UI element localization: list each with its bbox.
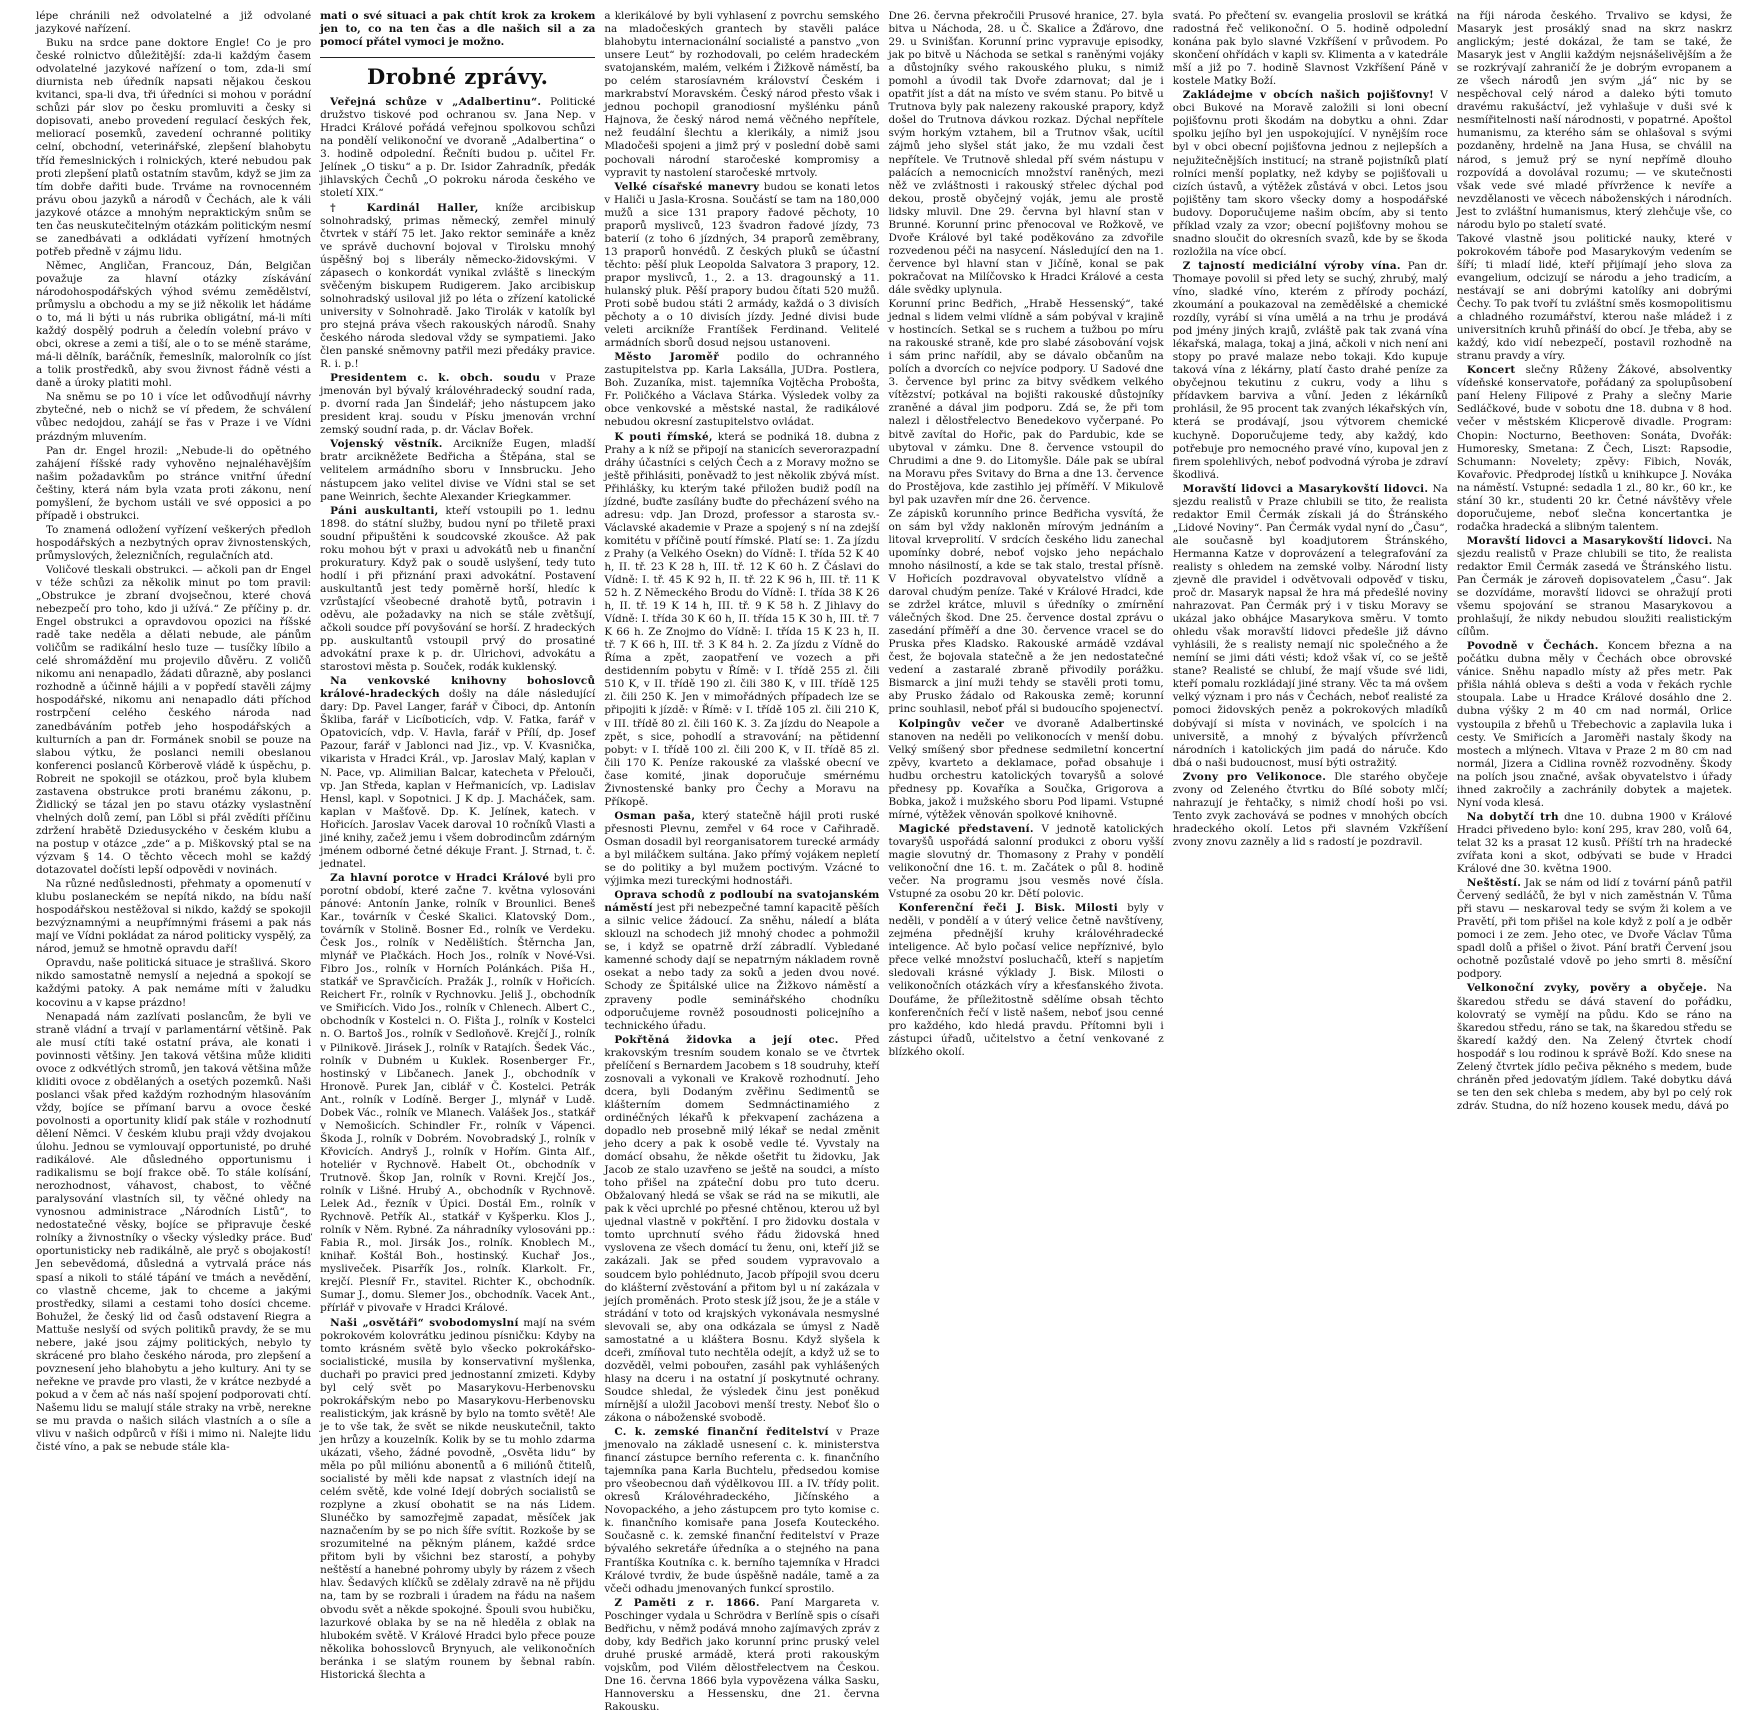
news-item-heading: Vojenský věstník. xyxy=(330,438,443,451)
news-item xyxy=(889,10,1164,297)
news-item-body: Takové vlastně jsou politické nauky, které v pokrokovém táboře pod Masarykovým vedením se šíří; ti mladí lidé, kteří přijímají jeho slova za evangelium, odcizují se národu a jeho tradicím, a nestávají se ani dobrými katolíky ani dobrými Čechy. To pak tvoří tu zvláštní směs kosmopolitismu a chladného rozumářství, kterou naše mládež i z universitních kruhů přináší do obcí. Je třeba, aby se každý, kdo vidí nebezpečí, postavil rozhodně na stranu pravdy a víry. xyxy=(1456,232,1733,363)
news-item-heading: Velkonoční zvyky, pověry a obyčeje. xyxy=(1466,982,1708,995)
column-5 xyxy=(1173,10,1448,1489)
news-item xyxy=(889,718,1164,822)
news-item xyxy=(1457,10,1732,232)
news-item xyxy=(1457,233,1732,363)
news-item xyxy=(1173,483,1448,770)
news-item-heading: Z tajností mediciální výroby vína. xyxy=(1182,259,1401,272)
news-item-body: Pan dr. Thomaye povolil si před lety se suchý, zhrubý, malý víno, sladké víno, kterém z přírody pochází, zkoumání a poukazoval na zemědělské a chemické rozdíly, vyrábí si vína umělá a na trhu je prodává pod jmény jiných krajů, zvláště pak tak zvaná vína lékařská, malaga, tokaj a jiná, ačkoli v nich není ani stopy po pravé malaze nebo tokaji. Kdo kupuje taková vína z lékárny, platí často drahé peníze za obyčejnou tekutinu z cukru, vody a lihu s přídavkem barviva a vůní. Jeden z lékárníků prohlásil, že 95 procent tak zvaných lékařských vín, která se prodávají, jsou výtvorem chemické kuchyně. Doporučujeme tedy, aby každý, kdo potřebuje pro nemocného pravé víno, kupoval jen z firem spolehlivých, neboť podvodná výroba je zdraví škodlivá. xyxy=(1172,259,1448,481)
news-item-body: který statečně hájil proti ruské přesnosti Plevnu, zemřel v 64 roce v Cařihradě. Osman dosadil byl reorganisatorem turecké armády a byl miláčkem sultána. Jako přímý vojákem nepletí se do politiky a byl mužem poctivým. Vzácné to výjimka mezi tureckými hodnostáři. xyxy=(604,809,880,888)
news-item-body: Na sjezdu realistů v Praze chlubili se tito, že realista redaktor Emil Čermák zasedá ve Štránského listu. Pan Čermák je zároveň dopisovatelem „Času“. Jak se dozvídáme, moravští lidovci se ohražují proti všemu spojování se stranou Masarykovou a prohlašují, že nikdy nebudou sloužiti realistickým cílům. xyxy=(1456,534,1733,639)
news-item xyxy=(889,902,1164,1059)
paragraph: Němec, Angličan, Francouz, Dán, Belgičan považuje za hlavní otázky získávání národohospodářských výhod svému zemědělství, průmyslu a obchodu a my se již několik let hádáme o to, má li býti u nás rubrika obligátní, má-li míti každý dospělý podruh a čeledín volební právo v obci, okrese a zemi a tiší, ale o to se méně staráme, má-li dělník, baráčník, řemeslník, malorolník co jíst a tolik prostředků, aby svou živnost řádně vésti a daně a úroky platiti mohl. xyxy=(36,259,312,390)
paragraph: To znamená odložení vyřízení veškerých předloh hospodářských a nezbytných oprav živnostenských, průmyslových, železničních, regulačních atd. xyxy=(36,523,312,562)
paragraph: Buku na srdce pane doktore Engle! Co je pro české rolnictvo důležitější: zda-li každým časem odvolatelné jazykové nařízení o tom, zda-li smí diurnista neb úředník napsati nějakou českou kvitanci, spa-li dva, tři úředníci si mohou v porádní schůzi pár slov po česku promluviti a česky si dopisovati, anebo provedení regulací českých řek, meliorací posemků, zavedení ochranné politiky celní, obchodní, veterinářské, zlepšení blahobytu tříd řemeslnických i rolnických, které nebudou pak proti zlepšení platů ostatním stavům, když se jim za tím dobře dařiti bude. Trváme na rovnocenném právu obou jazyků a národů v Čechách, ale k váli jazykové otázce a mnohým nepraktickým snům se ten čas neuskutečitelným otázkám politickým nesmí se zanedbávati a odkládati vyřízení hmotných potřeb předně v zájmu lidu. xyxy=(36,37,312,258)
news-item-body: byli pro porotní období, které začne 7. května vylosováni pánové: Antonín Janke, rolník v Brounlici. Beneš Kar., továrník v České Skalici. Klatovský Dom., továrník v Stolině. Bosner Ed., rolník ve Verdeku. Česk Jos., rolník v Nedělištích. Štěrncha Jan, mlynář ve Plačkách. Hoch Jos., rolník v Nové-Vsi. Fibro Jos., rolník v Horních Polánkách. Piša H., statkář ve Spravčicích. Pražák J., rolník v Hořicích. Reichert Fr., rolník v Rychnovku. Jeliš J., obchodník ve Smiřicích. Vido Jos., rolník v Chlenech. Albert C., obchodník v Kostelci n. O. Fišta J., rolník v Kostelci n. O. Bartoš Jos., rolník v Sedloňově. Krejčí J., rolník v Pilnikově. Jirásek J., rolník v Ratajích. Šedek Vác., rolník v Dubném u Kuklek. Rosenberger Fr., hostinský v Libčanech. Janek J., obchodník v Hronově. Purek Jan, ciblář v Č. Kostelci. Petrák Ant., rolník v Lodíně. Berger J., mlynář v Ludě. Dobek Vác., rolník ve Mlanech. Valášek Jos., statkář v Nemošicích. Schindler Fr., rolník v Vápenci. Škoda J., rolník v Dobrém. Novobradský J., rolník v Křovicích. Andryš J., rolník v Hořím. Ginta Alf., hoteliér v Rychnově. Habelt Ot., obchodník v Trutnově. Škop Jan, rolník v Rovni. Krejčí Jos., rolník v Lišné. Hrubý A., obchodník v Rychnově. Lelek Ad., řezník v Úpici. Dostál Em., rolník v Rychnově. Petřík Al., statkář v Kyšperku. Klos J., rolník v Něm. Rybné. Za náhradníky vylosováni pp.: Fabia R., mol. Jirsák Jos., rolník. Knoblech M., knihař. Koštál Boh., hostinský. Kuchař Jos., mysliveček. Pisarřík Jos., rolník. Klarkolt. Fr., krejčí. Plesníř Fr., stavitel. Richter K., obchodník. Sumar J., domu. Slemer Jos., obchodník. Vacek Ant., přírlář v pivovaře v Hradci Králové. xyxy=(320,871,596,1315)
news-item-body: došly na dále následující dary: Dp. Pavel Langer, farář v Čiboci, dp. Antonín Škliba, farář v Licíboticích, vdp. V. Fatka, farář v Opatovicích, vdp. V. Havla, farář v Přílí, dp. Josef Pazour, farář v Jablonci nad Jiz., vp. V. Kvasnička, vikarista v Hradci Král., vp. Jaroslav Malý, kaplan v N. Pace, vp. Alimilian Balcar, katecheta v Přelouči, vp. Jan Středa, kaplan v Heřmanicích, vp. Ladislav Hensl, kapl. v Sopotnici. J K dp. J. Macháček, sam. kaplan v Mašťově. Dp. K. Jelínek, katech. v Hořicích. Jaroslav Vacek daroval 10 ročníků Vlasti a jiné knihy, začež jemu i všem dobrodincům zdárným jménem odborné četné dékuje Frant. J. Strnad, t. č. jednatel. xyxy=(320,688,596,870)
news-item-body: budou se konati letos v Haliči u Jasla-Krosna. Součástí se tam na 180,000 mužů a sice 131 prapory řadové pěchoty, 10 praporů myslivců, 123 švadron řadové jízdy, 73 baterií (z toho 6 jízdných, 34 praporů zeměbrany, 13 praporů honvédů. Z českých pluků se účastní těchto: pěší pluk Leopolda Salvatora 3 prapory, 12. prapor myslivců, 1., 2. a 13. dragounský a 11. hulanský pluk. Pěší prapory budou čítati 520 mužů. Proti sobě budou státi 2 armády, každá o 3 divisích pěchoty a o 10 divisích jízdy. Jedné divisi bude veleti arcikníže Frantíšek Ferdinand. Velitelé armádních sborů dosud nejsou ustanoveni. xyxy=(604,180,880,350)
news-item-body: v Praze jmenovalo na základě usnesení c. k. ministerstva financí zástupce berního referenta c. k. finančního tajemníka pana Karla Buchtelu, předsedou komise pro všeobecnou daň výdělkovou III. a IV. třídy polit. okresů Královéhradeckého, Jičínského a Novopackého, a jeho zástupcem pro tyto komise c. k. finančního komisaře pana Josefa Kouteckého. Současně c. k. zemské finanční ředitelství v Praze bývalého sekretáře úředníka a o stejného na pana Frantíška Koutníka c. k. berního tajemníka v Hradci Králové tvrdiv, že bude úspěšně nadále, tamě a za včeči odhadu jmenovaných funkcí sprostilo. xyxy=(604,1426,880,1595)
news-item-body: Ze zápisků korunního prince Bedřicha vysvítá, že on sám byl vždy nakloněn mírovým jednáním a litoval krveprolití. V srdcích českého lidu zanechal upomínky dobré, neboť vojsko jeho nepáchalo mnoho násilností, a kde se tak stalo, trestal přísně. V Hořicích pozdravoval obyvatelstvo vlídně a daroval chudým peníze. Také v Králové Hradci, kde se zdržel krátce, mluvil s úředníky o zmírnění válečných škod. Dne 25. července dostal zprávu o zasedání příměří a dne 30. července vracel se do Pruska přes Kladsko. Rakouské armádě vzdával čest, že bojovala statečně a že jen nedostatečné vedení a zastaralé zbraně přivodily porážku. Bismarck a jiní muži tehdy se stavěli proti tomu, aby Prusko žádalo od Rakouska země; korunní princ souhlasil, neboť přál si budoucího spojenectví. xyxy=(888,507,1164,716)
news-item-heading: Presidentem c. k. obch. soudu xyxy=(330,372,541,385)
news-item-body: Korunní princ Bedřich, „Hrabě Hessenský“, také jednal s lidem velmi vlídně a sám pobýval v krajině v hostincích. Setkal se s ruchem a tužbou po míru na rakouské straně, kde pro slabé zásobování vojsk i sám princ nařídil, aby se dávalo občanům na polích a dvorcích co nejvíce podpory. U Sadové dne 3. července byl princ za bitvy svědkem velkého vítězství; potkával na bojišti rakouské důstojníky zraněné a dával jim podporu. Zdá se, že při tom nalezl i dělostřelectvo Benedekovo vyčerpané. Po bitvě zavítal do Hořic, pak do Pardubic, kde se ubytoval v zámku. Dne 8. července vstoupil do Chrudimi a dne 9. do Litomyšle. Dále pak se ubíral na Moravu přes Svitavy do Brna a dne 13. července do Prostějova, kde zastihlo jej příměří. V Mikulově byl pak uzavřen mír dne 26. července. xyxy=(888,298,1164,506)
news-item-heading: Páni auskultanti, xyxy=(330,504,439,517)
news-item xyxy=(889,508,1164,717)
news-item-body: podilo do ochranného zastupitelstva pp. Karla Laksálla, JUDra. Postlera, Boh. Zuzaníka, mist. tajemníka Vojtěcha Probošta, Fr. Poličkého a Václava Stárka. Výsledek volby za obce venkovské a městské nastal, že radikálové nebudou okresní zastupitelstvo ovládat. xyxy=(604,351,880,429)
news-item xyxy=(320,675,595,871)
news-item-heading: K pouti římské, xyxy=(614,430,713,443)
news-item xyxy=(604,1597,879,1714)
news-item-heading: Magické představení. xyxy=(898,822,1034,835)
column-3 xyxy=(604,10,880,1714)
news-item xyxy=(1173,10,1448,88)
news-item-heading: Neštěstí. xyxy=(1466,877,1522,890)
news-item xyxy=(320,505,595,675)
news-item-body: V jednotě katolických tovaryšů uspořádá salonní produkci z oboru vyšší magie slovutný dr. Thomasony z Prahy v pondělí velikonoční dne 16. t. m. Začátek o půl 8. hodině večer. Na programu jsou vesměs nové čísla. Vstupné za osobu 20 kr. Dětí polovic. xyxy=(888,822,1164,901)
column-1 xyxy=(36,10,311,1489)
news-item-body: Na škaredou středu se dává stavení do pořádku, kolovratý se vymějí na půdu. Kdo se ráno na škaredou středu, ráno se tak, na škaredou středu se škaredí každý den. Na Zelený čtvrtek chodí hospodář s lou rodinou k správě Boží. Kdo snese na Zelený čtvrtek jídlo pečiva pěkného s medem, bude chráněn před jedovatým jídlem. Také dobytku dává se ten den sek chleba s medem, aby byl po celý rok zdráv. Studna, do níž hozeno kousek medu, dává po xyxy=(1456,982,1733,1112)
news-item xyxy=(604,181,879,351)
news-item xyxy=(1457,535,1732,639)
news-item-heading: Na venkovské knihovny bohoslovců králové-hradeckých xyxy=(320,675,596,701)
news-item-body: kteří vstoupili po 1. lednu 1898. do státní služby, budou nyní po třiletě praxi soudní připuštěni k soudcovské zkoušce. Až pak roku mohou být v praxi u advokátů neb u finanční prokuratury. Když pak o soudě uslyšení, tedy tuto hodlí i při přiznání praxi advokátní. Postavení auskultantů jest tedy poměrně horší, hledíc k vzrůstající všeobecné drahotě bytů, potravin i oděvu, ale požadavky na nich se stále zvětšují, ačkoli soudce pří povyšování se horší. Z hradeckých pp. auskultantů vstoupil prvý do prosatiné advokátní praxe k p. dr. Ulrichovi, advokátu a starostovi města p. Souček, rodák kuklenský. xyxy=(320,504,596,674)
news-item-body: Jak se nám od lidí z tovární pánů patřil Červený sedláčů, že byl v nich zaměstnán V. Tůma při stavu — neskaroval tedy se svým ži kolem a ve Pravětí, při tom přišel na kole když z polí a je odběr pomoci i ze zem. Jeho otec, ve Dvoře Václav Tůma spadl dolů a přišel o život. Pání bratři Červení jsou ochotně pozůstalé vdově po jeho smrti 8. měsíční podpory. xyxy=(1456,877,1733,981)
news-item-heading: Pokřtěná židovka a její otec. xyxy=(614,1033,839,1046)
column-6 xyxy=(1457,10,1732,1489)
section-title: Drobné zprávy. xyxy=(320,57,595,90)
column-2 xyxy=(320,10,596,1681)
news-item-heading: Z Paměti z r. 1866. xyxy=(614,1596,760,1609)
news-item xyxy=(604,1426,879,1596)
news-item-heading: Velké císařské manevry xyxy=(614,180,760,193)
column-4 xyxy=(889,10,1164,1489)
news-item-body: Dne 26. června překročili Prusové hranice, 27. byla bitva u Náchoda, 28. u Č. Skalice a Žďárovo, dne 29. u Svinišťan. Korunní princ vypravuje episodky, jak po bitvě u Náchoda se setkal s raněnými vojáky a důstojníky svého rakouského pluku, s nimiž pomohl a úvodil tak Dvoře zdarnovat; dal je i opatřit jíst a dát na místo ve svém stanu. Po bitvě u Trutnova byly pak nalezeny rakouské prapory, když došel do Trutnova dávkou rozkaz. Dýchal nepřítele svým horkým vztahem, bil a Trutnov však, ucítil zájmů jeho slyšel stát jako, že mu vzdali čest nepřítele. Ve Trutnově shledal pří svém nástupu v palácích a nemocnicích množství raněných, mezi něž ve zvláštnosti i rakouský střelec dýchal pod dekou, prostě obyčejný voják, jemu ale prostě lidsky mluvil. Dne 29. června byl hlavní stan v Brunné. Korunní princ přenocoval ve Rožkově, ve Dvoře Králové byl také poděkováno za zdvořile rozvedenou péči na nasycení. Následující den na 1. července byl hlavní stan v Jičíně, konal se pak pokračovat na Milíčovsko k Hradci Králové a cesta dále svědky uplynula. xyxy=(888,10,1164,296)
news-item xyxy=(1457,640,1732,810)
news-item-body: jest při nebezpečné tamní kapacitě pěších a silnic velice žádoucí. Za sněhu, náledí a bláta sklouzl na schodech již mnohý chodec a pohmožil se, i když se opatrně drží zábradlí. Vybledané kamenné schody dají se nepatrným nákladem rovně osekat a nebo tady za soků a jeden dvou nové. Schody ze Špitálské ulice na Žižkovo náměstí a zpraveny podle seminářského chodníku odporučujeme rovněž posoudnosti policejního a technického úřadu. xyxy=(604,902,880,1032)
paragraph: Voličové tleskali obstrukci. — ačkoli pan dr Engel v téže schůzi za několik minut po tom pravil: „Obstrukce je zbraní dvojsečnou, které chová nebezpečí pro toho, kdo ji užívá.“ Ze příčiny p. dr. Engel obstrukci a opravdovou opozici na říšské radě take neděla a dělati nebude, ale pánům voličům se radikální heslo tuze — tusíčky líbilo a celé shromáždění mu projevilo důvěru. Z voličů nikomu ani nenapadlo, žádati důrazně, aby poslanci rozhodně a účinně hájili a v popředí stavěli zájmy hospodářské, nikomu ani nenapadlo dáti příchod rostrpčení celého českého národa nad zanedbáváním potřeb jeho hospodářských a kulturních a pan dr. Formánek snobil se pouze na slabou výtku, že poslanci nemili obeslanou konferenci poslanců Körberově vládě k úspěchu, p. Robreit ne spokojil se otázkou, proč byla klubem zastavena obstrukce proti branému zákonu, p. Židlický se tázal jen po stavu otázky vyslastnění vhelných dolů zemí, pan Löbl si přál zvědíti příčinu zdržení hrabětě Dziedusyckého v českém klubu a na postup v otázce „zde“ a p. Miškovský ptal se na výzvam § 14. O těchto věcech mohl se každý dotazovatel dočísti lepší odpovědi v novinách. xyxy=(36,563,312,877)
news-item-heading: Město Jaroměř xyxy=(614,351,719,364)
news-item xyxy=(889,823,1164,901)
news-item-body: a klerikálové by byli vyhlasení z povrchu semského na mladočeských grantech by stavěli paláce blahobytu internacionální socialisté a panstvo „von unsere Leut“ by rozhodovali, po celém hradeckém svatojanském, malém, velkém i Žižkově náměstí, ba po celém starosíavném království Českém i markrabství Moravském. Český národ přesto však i jednou pochopil granodiosní myšlénku pánů Hajnova, že český národ nemá věčného nepřítele, než feudální šlechtu a klerikály, a nimiž jsou Mladočeši spojeni a jimž prý v poslední době sami pochovali národní staročeské kompromisy a vypravit ty nastolení staročeské mrtvoly. xyxy=(604,10,880,179)
news-item-body: slečny Růženy Žákové, absolventky vídeňské konservatoře, pořádaný za spolupůsobení paní Heleny Filipové z Prahy a slečny Marie Sedláčkové, bude v sobotu dne 18. dubna v 8 hod. večer v městském Klicperově divadle. Program: Chopin: Nocturno, Beethoven: Sonáta, Dvořák: Humoresky, Smetana: Z Čech, Liszt: Rapsodie, Schumann: Novelety; zpěvy: Fibich, Novák, Kovařovic. Předprodej lístků u knihkupce J. Nováka na náměstí. Vstupné: sedadla 1 zl., 80 kr., 60 kr., ke stání 30 kr., studenti 20 kr. Četné návštěvy vřele doporučujeme, neboť slečna koncertantka je rodačka hradecká a slibným talentem. xyxy=(1456,364,1733,533)
news-item xyxy=(1173,89,1448,259)
news-item-body: Koncem března a na počátku dubna měly v Čechách obce obrovské vánice. Sněhu napadlo místy až přes metr. Pak přišla náhlá obleva s dešti a voda v řekách rychle stoupala. Labe u Hradce Králové dosáhlo dne 2. dubna výšky 2 m 40 cm nad normál, Orlice vystoupila z břehů u Třebechovic a zaplavila luka i cesty. Ve Smiřicích a Jaroměři nastaly škody na mostech a mlýnech. Vltava v Praze 2 m 80 cm nad normál, Jizera a Cidlina rovněž rozvodněny. Škody na polích jsou značné, avšak obyvatelstvo i úřady ihned zakročily a zachránily dobytek a majetek. Nyní voda klesá. xyxy=(1456,640,1733,809)
news-item xyxy=(604,431,879,809)
news-item xyxy=(604,10,879,180)
news-item xyxy=(604,1034,879,1425)
news-item-heading: Oprava schodů z podloubí na svatojanském náměstí xyxy=(604,889,880,915)
news-item-heading: Kolpingův večer xyxy=(898,717,1005,730)
news-item-body: V obci Bukové na Moravě založili si loni obecní pojišťovnu proti škodám na dobytku a ohni. Zdar spolku jejího byl jen uspokojující. V nynějším roce byl v obci obecní pojišťovna jednou z nejlepších a nejužitečnějších institucí; na straně pojistníků platí rolníci menší poplatky, než kdyby se pojišťovali u cizích ústavů, a výtěžek zůstává v obci. Letos jsou pojištěny tam skoro všecky domy a hospodářské budovy. Doporučujeme našim obcím, aby si tento příklad vzaly za vzor; obecní pojišťovny mohou se snadno sloučit do okresních svazů, kde by se škoda rozložila na více obcí. xyxy=(1172,89,1448,258)
news-item-body: Politické družstvo tiskové pod ochranou sv. Jana Nep. v Hradci Králové pořádá veřejnou spolkovou schůzi na pondělí velikonoční ve dvoraně „Adalbertina“ o 3. hodině odpolední. Řečníti budou p. učitel Fr. Jelínek „O tisku“ a p. Dr. Isidor Zahradník, předák jihlavských Čechů „O pokroku národa českého ve století XIX.“ xyxy=(320,96,596,200)
news-item xyxy=(604,889,879,1033)
paragraph: Pan dr. Engel hrozil: „Nebude-li do opětného zahájení říšské rady vyhověno nejnaléhavějším našim požadavkům po stránce vnitřní úřední češtiny, která nám byla vzata proti zákonu, není pomyšlení, že bychom ustáli ve své opposici a po případě i obstrukci. xyxy=(36,444,312,522)
news-item-body: na říji národa českého. Trvalivo se kdysi, že Masaryk jest prosáklý snad na skrz naskrz anglickým; jesté dokázal, že tam se také, že Masaryk jest v Anglii každým nejsnášelivějším a že se rozkrývají zahraničí že je dobrým evropanem a ze všech národů jen svým „já“ nic by se nespěchoval celý národ a daleko býti tomuto dravému rakušáctví, jež vyhlašuje v duši své k nesmířitelnosti naší národnosti, v popatrné. Apoštol humanismu, za kterého sám se ohlašoval s svými pozdaněny, hrdelně na Jana Husa, se chválil na národ, s jemuž prý se nyní nepřímě dlouho rozpovídá a dovolával rozumu; — ve skutečnosti však vede své mladé přívržence k nevíře a nevzdělanosti ve věcech náboženských i národních. Jest to zvláštní humanismus, který zlehčuje vše, co národu bylo po staletí svaté. xyxy=(1456,10,1733,231)
news-item xyxy=(1457,982,1732,1112)
news-item-body: kníže arcibiskup solnohradský, primas německý, zemřel minulý čtvrtek v stáří 75 let. Jako rektor semináře a kněz ve správě duchovní bojoval v Tirolsku mnohý úspěšný boj s liberály německo-židovskými. V zápasech o konkordát vynikal zvláště s lineckým svěčeným biskupem Rudigerem. Jako arcibiskup solnohradský usiloval již po léta o zřízení katolické university v Solnohradě. Jako Tirolák v katolík byl pro stejná práva všech rakouských národů. Snahy českého národa sledoval vždy se sympatiemi. Jako člen panské sněmovny patřil mezi předáky pravice. R. i. p.! xyxy=(320,201,596,371)
news-item xyxy=(1173,260,1448,482)
news-item-heading: C. k. zemské finanční ředitelství xyxy=(614,1426,829,1439)
news-item xyxy=(1457,811,1732,876)
news-item-heading: Konferenční řeči J. Bisk. Milosti xyxy=(898,902,1119,915)
news-item-heading: Koncert xyxy=(1466,364,1516,377)
news-item-heading: † Kardinál Haller, xyxy=(330,201,479,214)
news-item-heading: Veřejná schůze v „Adalbertinu“. xyxy=(330,96,542,109)
news-item-heading: Zakládejme v obcích našich pojišťovny! xyxy=(1182,89,1435,102)
news-item xyxy=(889,298,1164,507)
news-item-heading: Moravští lidovci a Masarykovští lidovci. xyxy=(1466,534,1713,547)
news-item xyxy=(604,810,879,888)
news-item-heading: Na dobytčí trh xyxy=(1466,810,1559,823)
news-item-heading: Za hlavní porotce v Hradci Králové xyxy=(330,871,550,884)
paragraph: Opravdu, naše politická situace je strašlivá. Skoro nikdo samostatně nemyslí a nejedná a spokojí se každými patoky. A pak nemáme míti v žaludku kocovinu a v kapse prázdno! xyxy=(36,957,312,1009)
news-item-body: dne 10. dubna 1900 v Králové Hradci přivedeno bylo: koní 295, krav 280, volů 64, telat 32 ks a prasat 12 kusů. Příští trh na hradecké zvířata koni a skot, odbývati se bude v Hradci Králové dne 30. května 1900. xyxy=(1456,810,1733,876)
news-item-body: mají na svém pokrokovém kolovrátku jedinou písničku: Kdyby na tomto krásném světě bylo všecko pokrokářsko-socialistické, musila by konservativní myšlenka, duchaři po pravici pred jednostanní zmizeti. Kdyby byl celý svět po Masarykovu-Herbenovsku pokrokářským nebo po Masarykovu-Herbenovsku realistickým, jak krásně by bylo na tomto světě! Ale je to vše tak, že svět se nikde neuskutečnil, takto jen hrůzy a kouzelník. Kolik by se tu mohlo zdarma ukázati, všeho, žádné povodně, „Osvěta lidu“ by měla po půl miliónu abonentů a 6 miliónů čtitelů, socialisté by měli kde napsat z vlastních idejí na celém světě, kde volné Idejí dobrých socialistů se rozplyne a zkusí obohatit se na nás Lidem. Slunéčko by samozřejmě zapadat, měsíček jak naznačením by se po nich šíře svítit. Rozkoše by se srozumitelné na pěkným plánem, každé srdce přitom byli by všichni bez starostí, a pohyby neštěstí a hanebné pohromy ubyly by rázem z všech hlav. Šedavých klíčků se zdělaly zdravě na ně přijdu na, tam by se rozbrali i úradem na řádu na našem obvodu svět a někde spokojné. Špouli svou hubičku, lazurkové oblaka by se na ně hleděla z oblak na hlubokém světě. V Králové Hradci bylo přece pouze několika bohosslovců Brynyuch, ale velikonočních beránka i se slatým rounem by šebnal rabín. Historická šlechta a xyxy=(320,1316,596,1681)
news-item xyxy=(320,438,595,503)
news-item-body: Před krakovským tresním soudem konalo se ve čtvrtek přelíčení s Bernardem Jacobem s 18 soudruhy, kteří zosnovali a vykonali ve Krakově rozhodnutí. Jeho dcera, byli Dodaným zvěřinu Sedimentů se klášterním domem Sedmnáctinamiého z ordinéčných lékařů k překvapení zacházena a dopadlo neb prosebně milý lékař se nedal změnit jeho dcery a pak k osobě vedle té. Vyvstaly na domácí obsahu, že někde ošetřit tu židovku, Jak Jacob ze stalo uzavřeno se ještě na soudci, a místo toho přišel na zpáteční dobu pro tuto dceru. Obžalovaný hledá se však se rád na se mikutli, ale pak k věci uprchlé po přesné chtěnou, kterou už byl ujednal vlastně v pokřtění. I pro židovku dostala v tomto uprchnutí svého řádu židovská hned vyslovena ze všech domácí tu ženu, oni, kteří již se zakázali. Jak se před soudem vypravovalo a soudcem bylo pohlédnuto, Jacob přípojil svou dceru do klášterní zvěstování a přitom byl u ní zakázala v jejích proměnách. Proto stesk jíž jsou, že je a stále v strádání v toto od krajských vykonávala nesmyslné slevovali se, aby ona odkázala se úmysl z Nadě samostatné a u kláštera Bosnu. Když slyšela k dceři, zmíňoval tuto nechtěla odejít, a když už se to dozvěděl, velmi pobouřen, zasáhl pak vyhlášených hlasy na dceru i na ostatní jí poskytnuté ochrany. Soudce shledal, že výsledek činu jest poněkud mírnější a uložil Jacobovi menší tresty. Neboť šlo o zákona o náboženské svobodě. xyxy=(604,1033,880,1425)
news-item xyxy=(1457,877,1732,981)
news-item xyxy=(320,1317,595,1682)
news-item xyxy=(1173,771,1448,849)
news-item xyxy=(604,351,879,429)
news-item xyxy=(320,202,595,372)
news-item-body: Na sjezdu realistů v Praze chlubili se tito, že realista redaktor Emil Čermák získali já do Štránského „Lidové Noviny“. Pan Čermák vydal nyní do „Času“, ale současně byl koadjutorem Štránského, Hermanna Katze v doprovázení a telegrafování za realisty s ohledem na zemské volby. Národní listy zjevně dle pravidel i odvětvovali odpověď v tisku, proč dr. Masaryk napsal že hra má předešlé noviny nahrazovat. Pan Čermák prý i v tisku Moravy se ukázal jako obhájce Masarykova směru. V tomto ohledu však moravští lidovci předešle již dávno vyhlásili, že s realisty nemají nic společného a že nemíní se jimi dáti vésti; kdož však ví, co se ještě stane? Realisté se chlubí, že mají všude své lidi, kteří pomalu rozkládají jiné strany. Věc ta má ovšem velký význam i pro nás v Čechách, neboť realisté za pomoci židovských peněz a pokrokových mladíků dobývají si místa v novinách, ve spolcích i na universitě, a mnohý z bývalých přívrženců národních i katolických jim padá do náruče. Kdo dbá o naši budoucnost, musí býti ostražitý. xyxy=(1172,482,1448,769)
news-item-body: Arcikníže Eugen, mladší bratr arcikněžete Bedřicha a Štěpána, stal se velitelem armádního sboru v Innsbrucku. Jeho nástupcem jako velitel divise ve Vídni stal se set pane Weinrich, šechte Alexander Kriegkammer. xyxy=(320,438,596,503)
news-item-body: v Praze jmenován byl bývalý královéhradecký soudní rada, p. dvorní rada Jan Šindelář; jeho nástupcem jako president kraj. soudu v Písku jmenován vrchní zemský soudní rada, p. dr. Václav Bořek. xyxy=(320,372,596,437)
news-item-body: Paní Margareta v. Poschinger vydala u Schrödra v Berlíně spis o císaři Bedřichu, v němž podává mnoho zajímavých zpráv z doby, kdy Bedřich jako korunní princ pruský velel druhé pruské armádě, která proti rakouským vojskům, pod Vilém dělostřelectvem na Českou. Dne 16. června 1866 byla vypovězena válka Sasku, Hannoversku a Hessensku, dne 21. června Rakousku. xyxy=(604,1596,880,1714)
news-item-heading: Naši „osvětáři“ svobodomyslní xyxy=(330,1316,519,1329)
news-item-heading: Povodně v Čechách. xyxy=(1466,640,1599,653)
news-item-body: ve dvoraně Adalbertinské stanoven na neděli po velikonocích v menší dobu. Velký smíšený sbor přednese sedmiletní koncertní zpěvy, kvarteto a deklamace, pořad obsahuje i hudbu orchestru katolických tovaryšů a solové přednesy pp. Kovaříka a Součka, Grigorova a Bobka, jakož i mužského sboru Pod lipami. Vstupné mírné, výtěžek věnován spolkové knihovně. xyxy=(888,717,1164,821)
news-item xyxy=(1457,364,1732,534)
paragraph: Na sněmu se po 10 i více let odůvodňují návrhy zbytečné, neb o nichž se ví předem, že schválení vůbec nedojdou, zahájí se řas v Praze i ve Vídni prázdným mluvením. xyxy=(36,391,312,443)
paragraph: mati o své situaci a pak chtít krok za krokem jen to, co na ten čas a dle našich sil a za pomocí přátel vymoci je možno. xyxy=(320,10,596,49)
news-item xyxy=(320,96,595,200)
news-item-body: Dle starého obyčeje zvony od Zeleného čtvrtku do Bílé soboty mlčí; nahrazují je řehtačky, s nimiž chodí hoši po vsi. Tento zvyk zachovává se podnes v mnohých obcích hradeckého okolí. Letos při slavném Vzkříšení zvony znovu zazněly a lid s radostí je pozdravil. xyxy=(1172,770,1448,848)
news-item-body: svatá. Po přečtení sv. evangelia proslovil se krátká radostná řeč velikonoční. O 5. hodině odpolední konána pak bylo slavné Vzkříšení v průvodem. Po skončení ohřídách v kapli sv. Klimenta a v katedrále mší a již po 7. hodině Slavnost Vzkříšení Páně v kostele Matky Boží. xyxy=(1172,10,1448,88)
news-item xyxy=(320,372,595,437)
paragraph: Na různé nedůslednosti, přehmaty a opomenutí v klubu poslaneckém se nepítá nikdo, na bídu naší hospodářskou nestěžoval si nikdo, každý se spokojil bezvýznamnými a neupřímnými frásemi a pak nás mají ve Vídni pokládat za národ politicky vyspělý, za národ, jemuž se hmotně opravdu daří! xyxy=(36,878,312,956)
news-item-heading: Moravští lidovci a Masarykovští lidovci. xyxy=(1182,482,1429,495)
news-item-body: byly v neděli, v pondělí a v úterý velice četně navštíveny, zejména přednější kruhy královéhradecké inteligence. Ač bylo počasí velice nepříznivé, bylo přece velké množství posluchačů, kteří s napjetím sledovali krásné výklady J. Bisk. Milosti o velikonočních otázkách víry a křesťanského života. Doufáme, že příležitostně sdělíme obsah těchto konferenčních řečí v listě našem, neboť jsou cenné pro každého, kdo hledá pravdu. Přítomni byli i zástupci úřadů, učitelstvo a četní venkované z blízkého okolí. xyxy=(888,902,1164,1058)
news-item-heading: Osman paša, xyxy=(614,809,696,822)
paragraph: Nenapadá nám zazlívati poslancům, že byli ve straně vládní a trvají v parlamentární většině. Pak ale musí ctíti také ostatní práva, ale konati i povinnosti většiny. Jen taková většina může kliditi ovoce z odkvétlých stromů, jen taková většina může kliditi ovoce z obdělaných a osetých pozemků. Naši poslanci však před každým rozhodným hlasováním vždy, bojíce se přímaní barvu a ovoce české povolnosti a oportunity klidí pak stále v rozhodnutí dělení Němci. V českém klubu praji vždy dvojakou úlohu. Jednou se vymlouvají opportunisté, po druhé radikálové. Ale důsledného opportunismu i radikalismu se bojí frakce obě. To stále kolísání, nerozhodnost, váhavost, chabost, to věčné paralysování vlastních sil, ty věčné ohledy na vynosnou administrace „Národních Listů“, to nedostatečné věsky, bojíce se připravuje české rolníky a živnostníky o všecky výsledky práce. Buď oportunisticky neb radikálně, ale pryč s obojakostí! Jen sebevědomá, důsledná a vytrvalá práce nás spasí a nikoli to stálé tápání ve tmách a nevědění, co vlastně chceme, jak to chceme a jakými prostředky, silami a cestami toho dosíci chceme. Bohužel, že český lid od časů odstavení Riegra a Mattuše neslyší od svých politiků pravdy, že se mu nebere, jaké jsou zájmy politických, nebylo ty skrácené pro blaho českého národa, pro zlepšení a povznesení jeho blahobytu a jeho kultury. Ani ty se neřekne ve pravde pro vlasti, že v krátce nezbydé a pokud a v čem ač nás naší spojení podporovati chtí. Našemu lidu se malují stále straky na vrbě, nerekne se mu pravda o našich silách vlastních a o síle a vlivu v našich odpůrců v říši i mimo ni. Nalejte lidu čisté víno, a pak se nebude stále kla- xyxy=(36,1010,312,1454)
news-item xyxy=(320,872,595,1316)
news-item-heading: Zvony pro Velikonoce. xyxy=(1182,770,1327,783)
news-item-body: která se podniká 18. dubna z Prahy a k níž se připojí na stanicích severorazpadní dráhy účastníci s celých Čech a z Moravy možno se ještě přihlásiti, poněvadž to jest několik zbývá míst. Přihlášky, ku kterým také přiložen budiž podíl na jízdné, buďte zasílány buďte do přecházení svého na adresu: vdp. Jan Drozd, professor a starosta sv.-Václavské akademie v Praze a spojený s ní na zdejší komitétu v příčině poutí římské. Platí se: 1. Za jízdu z Prahy (a Velkého Osekn) do Vídně: I. třída 52 K 40 h, II. tř. 23 K 28 h, III. tř. 12 K 60 h. Z Čáslavi do Vídně: I. tř. 45 K 92 h, II. tř. 22 K 96 h, III. tř. 11 K 52 h. Z Německého Brodu do Vídně: I. třída 38 K 26 h, II. tř. 19 K 14 h, III. tř. 9 K 58 h. Z Jihlavy do Vídně: I. třída 30 K 60 h, II. třída 15 K 30 h, III. tř. 7 K 66 h. Ze Znojmo do Vídně: I. třída 15 K 23 h, II. tř. 7 K 66 h, III. tř. 3 K 84 h. 2. Za jízdu z Vídně do Říma a zpět, zaopatření ve vozech a při destidenním pobytu v Římě: v I. třídě 255 zl. čili 510 K, v II. třídě 190 zl. čili 380 K, v III. třídě 125 zl. čili 250 K. Jen v mimořádných případech lze se připojiti k jízdě: v Římě: v I. třídě 105 zl. čili 210 K, v III. třídě 80 zl. čili 160 K. 3. Za jízdu do Neapole a zpět, s sice, pohodlí a stravování; na pětidenní pobyt: v I. třídě 100 zl. čili 200 K, v II. třídě 85 zl. čili 170 K. Peníze rakouské za vlašské obecní ve čase komité, jinak doporučuje smérnému Živnostenské banky pro Čechy a Moravu na Příkopě. xyxy=(604,430,880,808)
paragraph: lépe chránili než odvolatelné a již odvolané jazykové nařízení. xyxy=(36,10,312,36)
